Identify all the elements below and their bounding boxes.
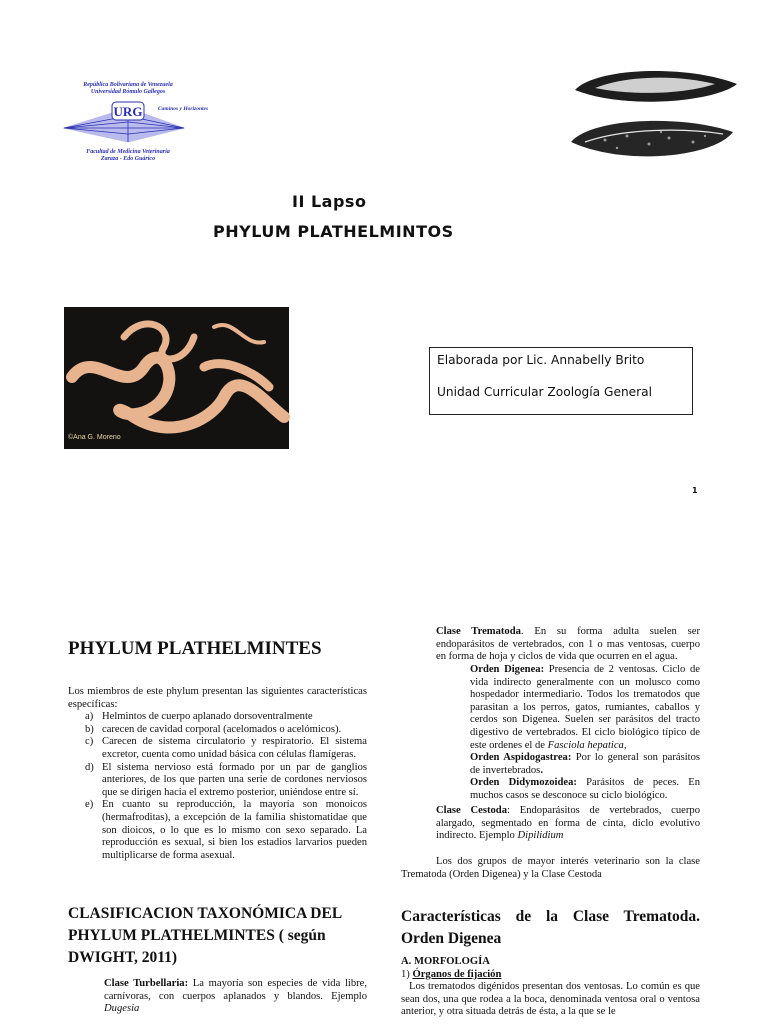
tapeworm-illustration-icon bbox=[64, 307, 289, 449]
fixation-subheading: 1) Órganos de fijación bbox=[401, 968, 502, 980]
summary-paragraph: Los dos grupos de mayor interés veterinario son la clase Trematoda (Orden Digenea) y la Clase Cestoda bbox=[401, 856, 700, 880]
list-item: a) Helmintos de cuerpo aplanado dorsoventralmente bbox=[85, 711, 313, 723]
logo-line-2: Universidad Rómulo Gallegos bbox=[90, 89, 166, 95]
characteristics-block bbox=[68, 686, 367, 862]
logo-line-1: República Bolivariana de Venezuela bbox=[83, 82, 173, 88]
logo-emblem-icon bbox=[62, 96, 209, 144]
cover-title-phylum: PHYLUM PLATHELMINTOS bbox=[213, 222, 454, 241]
orders-block bbox=[470, 664, 700, 803]
list-item: c) Carecen de sistema circulatorio y respiratorio. El sistema excretor, cuenta como unidad básica con células flamígeras. bbox=[85, 736, 367, 760]
trematoda-heading: Características de la Clase Trematoda. Orden Digenea bbox=[401, 908, 700, 947]
logo-monogram: URG bbox=[113, 104, 143, 119]
morphology-block bbox=[401, 956, 700, 1019]
digenea-paragraph: Orden Digenea: Presencia de 2 ventosas. Ciclo de vida indirecto generalmente con un molusco como hospedador intermediario. Todos los trematodos que parasitan a los perros, gatos, rumiantes, caballos y cerdos son Digenea. Suelen ser parásitos del tracto digestivo de vertebrados. El ciclo biológico típico de este ordenes el de Fasciola hepatica, bbox=[470, 664, 701, 751]
university-logo bbox=[62, 82, 209, 162]
fixation-paragraph: Los trematodos digénidos presentan dos ventosas. Lo común es que sean dos, una que rodea a la boca, denominada ventosa oral o ventosa anterior, y otra situada detrás de ésta, a la que se le bbox=[401, 981, 700, 1018]
aspidogastrea-paragraph: Orden Aspidogastrea: Por lo general son parásitos de invertebrados. bbox=[470, 752, 700, 776]
photo-credit: ©Ana G. Moreno bbox=[68, 434, 121, 441]
page-number: 1 bbox=[692, 486, 698, 495]
section-heading: PHYLUM PLATHELMINTES bbox=[68, 638, 322, 659]
cestoda-paragraph: Clase Cestoda: Endoparásitos de vertebrados, cuerpo alargado, segmentado en forma de cinta, diclo evolutivo indirecto. Ejemplo Dipilidium bbox=[436, 805, 700, 842]
list-item: e) En cuanto su reproducción, la mayoría son monoicos (hermafroditas), a excepción de la familia shistomatidae que son dioicos, o lo que es lo mismo con sexo separado. La reproducción es sexual, si bien los estadios larvarios pueden multiplicarse de forma asexual. bbox=[85, 799, 367, 861]
logo-motto: Caminos y Horizontes bbox=[158, 106, 209, 112]
tapeworm-photo bbox=[64, 307, 289, 449]
list-item: d) El sistema nervioso está formado por un par de ganglios anteriores, de los que parten una serie de cordones nerviosos que se dirigen hacia el extremo posterior, uniéndose entre sí. bbox=[85, 761, 367, 798]
trematoda-paragraph: Clase Trematoda. En su forma adulta suelen ser endoparásitos de vertebrados, con 1 o mas ventosas, cuerpo en forma de hoja y ciclos de vida que ocurren en el agua. bbox=[436, 626, 700, 663]
author-line: Elaborada por Lic. Annabelly Brito bbox=[437, 353, 645, 367]
list-item: b) carecen de cavidad corporal (acelomados o acelómicos). bbox=[85, 723, 342, 735]
author-info-box bbox=[429, 347, 693, 415]
turbellaria-paragraph: Clase Turbellaria: La mayoría son especies de vida libre, carnívoras, con cuerpos aplanados y blandos. Ejemplo Dugesia bbox=[104, 978, 368, 1015]
characteristics-list bbox=[68, 711, 367, 862]
flatworm-photo bbox=[565, 62, 743, 174]
classification-heading: CLASIFICACION TAXONÓMICA DEL PHYLUM PLATHELMINTES ( según DWIGHT, 2011) bbox=[68, 905, 343, 966]
fluke-illustration-icon bbox=[565, 62, 743, 174]
didymozoidea-paragraph: Orden Didymozoidea: Parásitos de peces. En muchos casos se desconoce su ciclo biológico. bbox=[470, 777, 700, 801]
morphology-subheading: A. MORFOLOGÍA bbox=[401, 956, 490, 967]
logo-line-4: Zaraza - Edo Guárico bbox=[100, 156, 156, 162]
cover-title-lapso: II Lapso bbox=[292, 192, 367, 211]
logo-line-3: Facultad de Medicina Veterinaria bbox=[86, 149, 170, 155]
course-line: Unidad Curricular Zoología General bbox=[437, 385, 653, 399]
intro-paragraph: Los miembros de este phylum presentan las siguientes características específicas: bbox=[68, 686, 367, 710]
